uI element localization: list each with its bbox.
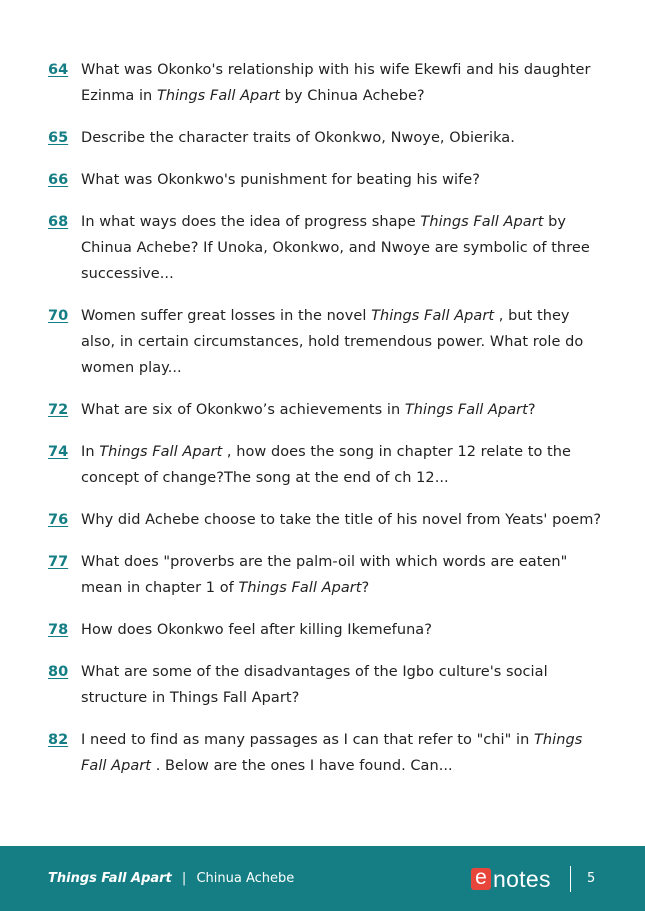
- question-number-link[interactable]: 74: [48, 444, 69, 460]
- question-number-link[interactable]: 65: [48, 130, 69, 146]
- question-item: [48, 617, 608, 643]
- question-text: [81, 303, 608, 381]
- question-item: [48, 209, 608, 287]
- question-text: [81, 57, 608, 109]
- question-text-segment: In: [81, 444, 100, 460]
- book-title-italic: Things Fall Apart: [404, 402, 528, 418]
- question-text: [81, 439, 608, 491]
- question-item: [48, 439, 608, 491]
- question-text-segment: , how does the song in chapter 12 relate to the concept of change?The song at the end of ch 12...: [81, 444, 571, 486]
- question-item: [48, 57, 608, 109]
- question-text-segment: , but they also, in certain circumstances, hold tremendous power. What role do women play...: [81, 308, 584, 376]
- question-text-segment: ?: [527, 402, 536, 418]
- question-text: [81, 167, 608, 193]
- logo-e-icon: e: [471, 868, 491, 890]
- question-item: [48, 549, 608, 601]
- question-item: [48, 397, 608, 423]
- question-item: [48, 303, 608, 381]
- question-text: [81, 209, 608, 287]
- page-footer: [0, 846, 645, 911]
- question-text: [81, 727, 608, 779]
- question-text-segment: ?: [361, 580, 370, 596]
- question-number-link[interactable]: 70: [48, 308, 69, 324]
- question-text-segment: How does Okonkwo feel after killing Ikemefuna?: [81, 622, 432, 638]
- question-item: [48, 727, 608, 779]
- question-number-link[interactable]: 78: [48, 622, 69, 638]
- question-item: [48, 167, 608, 193]
- book-title-italic: Things Fall Apart: [420, 214, 544, 230]
- question-number-link[interactable]: 80: [48, 664, 69, 680]
- question-text: [81, 397, 608, 423]
- book-title-italic: Things Fall Apart: [81, 732, 583, 774]
- footer-author: Chinua Achebe: [196, 871, 295, 886]
- book-title-italic: Things Fall Apart: [238, 580, 362, 596]
- question-text: [81, 125, 608, 151]
- book-title-italic: Things Fall Apart: [99, 444, 223, 460]
- question-item: [48, 659, 608, 711]
- footer-divider: [570, 866, 571, 892]
- question-number-link[interactable]: 82: [48, 732, 69, 748]
- logo-wordmark: notes: [493, 866, 551, 892]
- page-number: 5: [587, 871, 596, 886]
- question-text-segment: . Below are the ones I have found. Can...: [151, 758, 453, 774]
- question-text: [81, 659, 608, 711]
- question-text-segment: What was Okonkwo's punishment for beating his wife?: [81, 172, 480, 188]
- question-text: [81, 549, 608, 601]
- question-text-segment: What are some of the disadvantages of the Igbo culture's social structure in Things Fall Apart?: [81, 664, 548, 706]
- question-text-segment: I need to find as many passages as I can that refer to "chi" in: [81, 732, 534, 748]
- question-number-link[interactable]: 76: [48, 512, 69, 528]
- question-text-segment: by Chinua Achebe? If Unoka, Okonkwo, and Nwoye are symbolic of three successive...: [81, 214, 590, 282]
- question-text-segment: What was Okonko's relationship with his wife Ekewfi and his daughter Ezinma in: [81, 62, 591, 104]
- book-title-italic: Things Fall Apart: [371, 308, 495, 324]
- question-text: [81, 617, 608, 643]
- question-text-segment: What does "proverbs are the palm-oil with which words are eaten" mean in chapter 1 of: [81, 554, 568, 596]
- question-text: [81, 507, 608, 533]
- question-list: [48, 57, 608, 795]
- question-item: [48, 125, 608, 151]
- question-number-link[interactable]: 66: [48, 172, 69, 188]
- footer-book-title: Things Fall Apart: [48, 871, 172, 886]
- footer-separator: |: [181, 871, 187, 886]
- question-text-segment: What are six of Okonkwo’s achievements in: [81, 402, 405, 418]
- footer-book-info: [48, 870, 294, 888]
- question-item: [48, 507, 608, 533]
- question-number-link[interactable]: 64: [48, 62, 69, 78]
- question-text-segment: Why did Achebe choose to take the title of his novel from Yeats' poem?: [81, 512, 602, 528]
- question-text-segment: In what ways does the idea of progress shape: [81, 214, 421, 230]
- question-number-link[interactable]: 68: [48, 214, 69, 230]
- book-title-italic: Things Fall Apart: [156, 88, 280, 104]
- question-text-segment: by Chinua Achebe?: [279, 88, 425, 104]
- question-number-link[interactable]: 72: [48, 402, 69, 418]
- question-text-segment: Describe the character traits of Okonkwo, Nwoye, Obierika.: [81, 130, 515, 146]
- enotes-logo[interactable]: [471, 866, 551, 892]
- question-text-segment: Women suffer great losses in the novel: [81, 308, 372, 324]
- question-number-link[interactable]: 77: [48, 554, 69, 570]
